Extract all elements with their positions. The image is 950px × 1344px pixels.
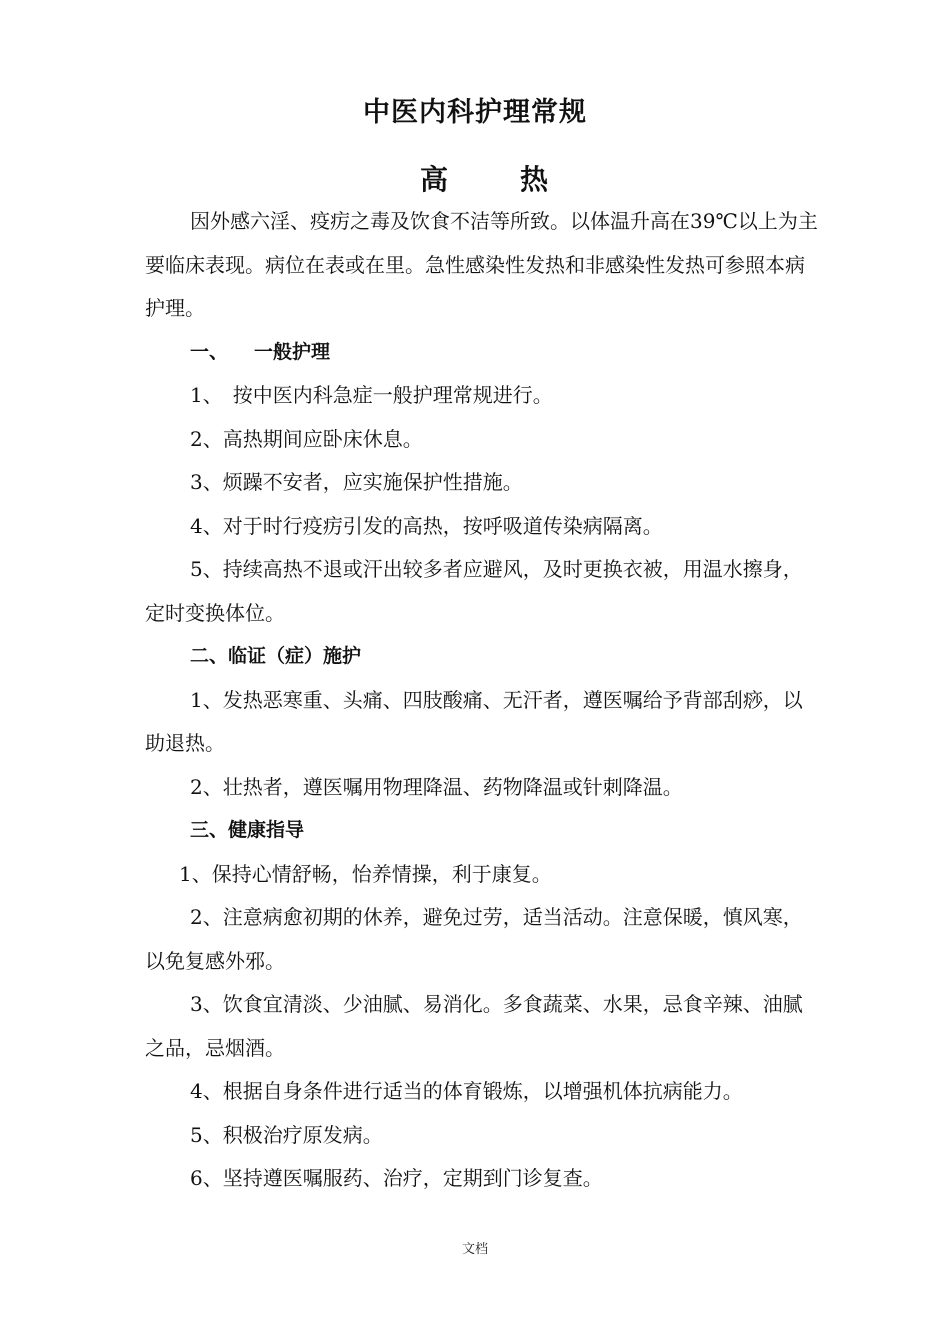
heading-general-care bbox=[145, 331, 820, 375]
list-item: 5、积极治疗原发病。 bbox=[190, 1122, 383, 1147]
heading-health-guidance: 三、健康指导 bbox=[190, 819, 305, 841]
list-item: 1、发热恶寒重、头痛、四肢酸痛、无汗者，遵医嘱给予背部刮痧，以助退热。 bbox=[145, 687, 803, 755]
list-item: 6、坚持遵医嘱服药、治疗，定期到门诊复查。 bbox=[190, 1166, 603, 1190]
list-item: 2、高热期间应卧床休息。 bbox=[190, 426, 423, 451]
list-item: 1、 按中医内科急症一般护理常规进行。 bbox=[190, 383, 553, 407]
list-item: 1、保持心情舒畅，怡养情操，利于康复。 bbox=[179, 861, 552, 886]
intro-paragraph: 因外感六淫、疫疠之毒及饮食不洁等所致。以体温升高在39℃以上为主要临床表现。病位在表或在里。急性感染性发热和非感染性发热可参照本病护理。 bbox=[145, 209, 818, 320]
list-item: 3、烦躁不安者，应实施保护性措施。 bbox=[190, 470, 523, 494]
list-item: 2、注意病愈初期的休养，避免过劳，适当活动。注意保暖，慎风寒，以免复感外邪。 bbox=[145, 905, 803, 973]
document-title: 中医内科护理常规 bbox=[363, 97, 587, 128]
list-item: 4、根据自身条件进行适当的体育锻炼，以增强机体抗病能力。 bbox=[190, 1079, 743, 1103]
list-item: 3、饮食宜清淡、少油腻、易消化。多食蔬菜、水果，忌食辛辣、油腻之品，忌烟酒。 bbox=[145, 992, 803, 1060]
heading-symptom-care: 二、临证（症）施护 bbox=[190, 645, 362, 667]
page-footer: 文档 bbox=[461, 1242, 488, 1257]
heading-text: 一般护理 bbox=[254, 340, 331, 363]
list-item: 5、持续高热不退或汗出较多者应避风，及时更换衣被，用温水擦身，定时变换体位。 bbox=[145, 557, 803, 625]
section-title: 高 热 bbox=[419, 163, 570, 196]
list-item: 4、对于时行疫疠引发的高热，按呼吸道传染病隔离。 bbox=[190, 513, 663, 538]
list-item: 2、壮热者，遵医嘱用物理降温、药物降温或针刺降温。 bbox=[190, 774, 683, 799]
document-body bbox=[145, 200, 820, 1201]
heading-number: 一、 bbox=[190, 340, 229, 363]
